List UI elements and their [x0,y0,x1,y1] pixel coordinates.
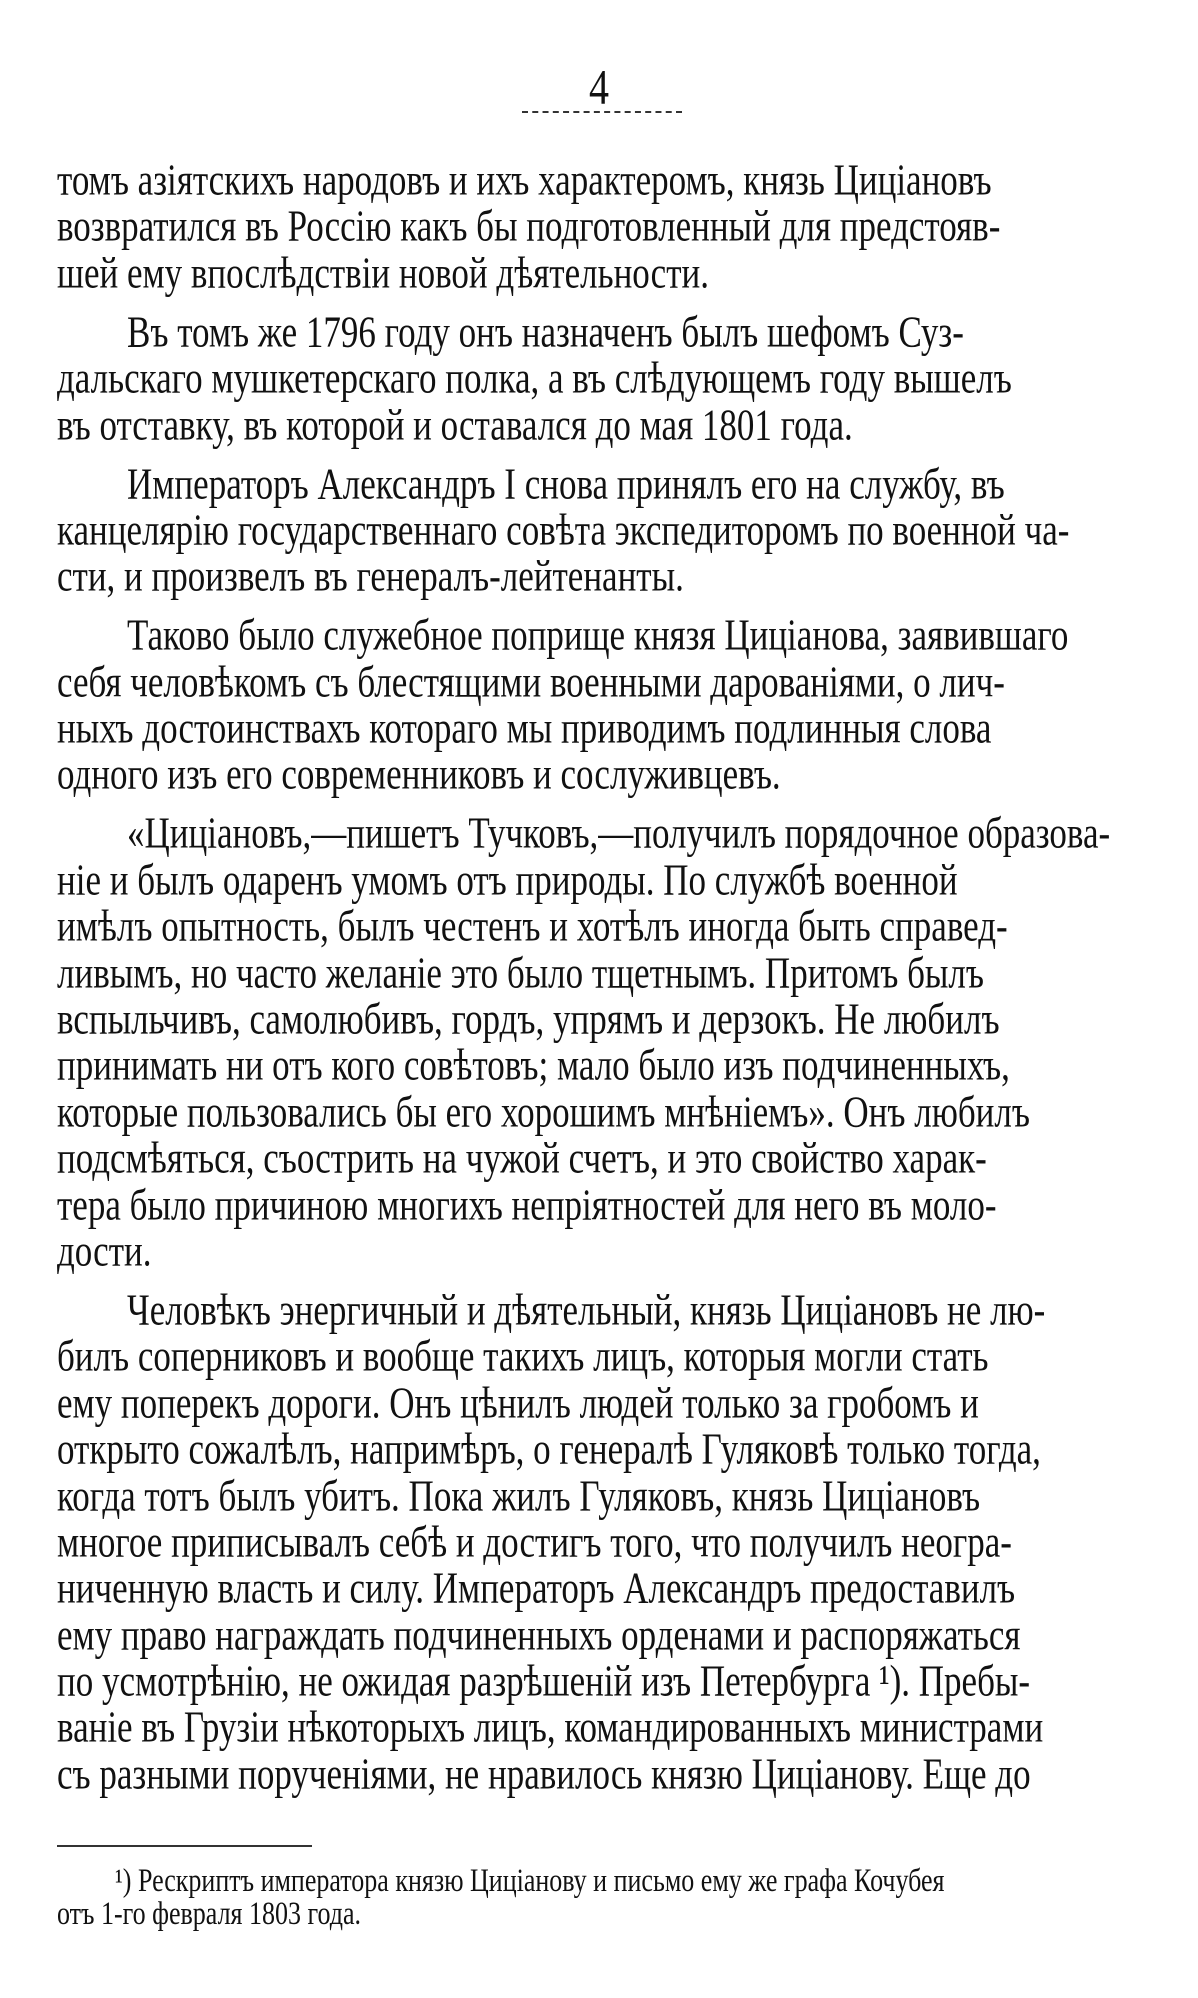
footnote-rule [57,1845,312,1847]
text-line-content: Въ томъ же 1796 году онъ назначенъ былъ шефомъ Суз- [127,306,964,357]
text-line-content: ваніе въ Грузіи нѣкоторыхъ лицъ, командированныхъ министрами [57,1702,1044,1753]
body-text [57,155,1140,1799]
text-line-content: дальскаго мушкетерскаго полка, а въ слѣдующемъ году вышелъ [57,353,1012,404]
text-line [57,551,1140,602]
text-line-content: одного изъ его современниковъ и сослуживцевъ. [57,749,781,800]
text-line-content: по усмотрѣнію, не ожидая разрѣшеній изъ Петербурга ¹). Пребы- [57,1656,1031,1707]
text-line-content: канцелярію государственнаго совѣта экспедиторомъ по военной ча- [57,504,1070,555]
footnote-line-content: ¹) Рескриптъ императора князю Цицiанову и письмо ему же графа Кочубея [115,1862,945,1899]
paragraph [57,808,1140,1276]
footnote-line-content: отъ 1-го февраля 1803 года. [57,1895,362,1932]
text-line-content: ныхъ достоинствахъ котораго мы приводимъ подлинныя слова [57,703,992,754]
footnote [57,1864,1132,1930]
text-line [57,1179,1140,1230]
text-line-content: вспыльчивъ, самолюбивъ, гордъ, упрямъ и дерзокъ. Не любилъ [57,994,1000,1044]
text-line-content: возвратился въ Россію какъ бы подготовленный для предстояв- [57,201,1001,252]
text-line [57,247,1140,298]
text-line-content: Императоръ Александръ I снова принялъ его на службу, въ [127,458,1005,509]
text-line-content: въ отставку, въ которой и оставался до мая 1801 года. [57,399,853,450]
text-line-content: съ разными порученіями, не нравилось князю Цицiанову. Еще до [57,1748,1031,1799]
text-line-content: ніе и былъ одаренъ умомъ отъ природы. По службѣ военной [57,854,958,905]
text-line-content: билъ соперниковъ и вообще такихъ лицъ, которыя могли стать [57,1331,989,1382]
text-line-content: тера было причиною многихъ непріятностей для него въ моло- [57,1179,997,1230]
text-line [57,399,1140,450]
text-line [57,749,1140,800]
paragraph [57,155,1140,298]
text-line-content: сти, и произвелъ въ генералъ-лейтенанты. [57,551,684,602]
paragraph [57,458,1140,602]
text-line-content: имѣлъ опытность, былъ честенъ и хотѣлъ иногда быть справед- [57,901,1008,952]
text-line-content: дости. [57,1226,152,1276]
text-line-content: подсмѣяться, съострить на чужой счетъ, и это свойство харак- [57,1133,987,1184]
text-line-content: томъ азіятскихъ народовъ и ихъ характеромъ, князь Цицiановъ [57,155,992,205]
paragraph [57,610,1140,800]
text-line-content: шей ему впослѣдствіи новой дѣятельности. [57,247,709,298]
text-line-content: принимать ни отъ кого совѣтовъ; мало было изъ подчиненныхъ, [57,1040,1010,1091]
text-line-content: когда тотъ былъ убитъ. Пока жилъ Гуляковъ, князь Цицiановъ [57,1470,981,1521]
text-line [57,1748,1140,1799]
text-line-content: ливымъ, но часто желаніе это было тщетнымъ. Притомъ былъ [57,947,984,998]
text-line-content: Таково было служебное поприще князя Цицiанова, заявившаго [127,610,1069,661]
text-line-content: ему право награждать подчиненныхъ орденами и распоряжаться [57,1609,1021,1660]
text-line [57,1226,1140,1276]
paragraph [57,306,1140,450]
text-line-content: себя человѣкомъ съ блестящими военными дарованіями, о лич- [57,656,1005,707]
text-line-content: открыто сожалѣлъ, напримѣръ, о генералѣ Гуляковѣ только тогда, [57,1424,1041,1475]
text-line-content: «Цицiановъ,—пишетъ Тучковъ,—получилъ порядочное образова- [127,808,1111,859]
header-rule [522,111,682,113]
text-line-content: которые пользовались бы его хорошимъ мнѣніемъ». Онъ любилъ [57,1086,1030,1137]
text-line-content: Человѣкъ энергичный и дѣятельный, князь Цицiановъ не лю- [127,1284,1046,1335]
text-line-content: ему поперекъ дороги. Онъ цѣнилъ людей только за гробомъ и [57,1377,979,1428]
text-line-content: многое приписывалъ себѣ и достигъ того, что получилъ неогра- [57,1516,1012,1567]
footnote-line [57,1897,1132,1930]
page-number: 4 [589,58,609,115]
paragraph [57,1284,1140,1799]
text-line-content: ниченную власть и силу. Императоръ Александръ предоставилъ [57,1563,1016,1614]
